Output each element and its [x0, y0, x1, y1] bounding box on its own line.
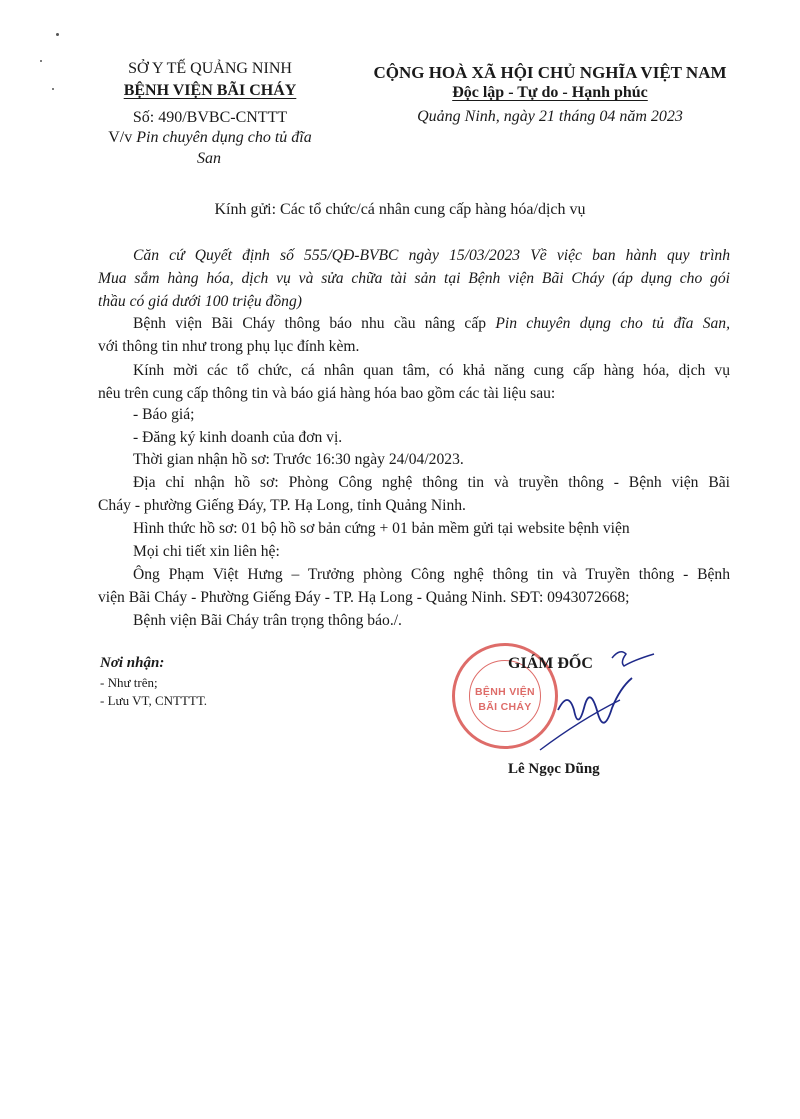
subject-line-1: Pin chuyên dụng cho tủ đĩa — [136, 129, 312, 146]
closing-line: Bệnh viện Bãi Cháy trân trọng thông báo./. — [133, 612, 402, 629]
address-line-1: Địa chỉ nhận hồ sơ: Phòng Công nghệ thông tin và truyền thông - Bệnh viện Bãi — [133, 474, 730, 491]
basis-line-1: Căn cứ Quyết định số 555/QĐ-BVBC ngày 15/03/2023 Về việc ban hành quy trình — [133, 247, 730, 264]
stamp-line-2: BÃI CHÁY — [478, 701, 532, 713]
place-and-date: Quảng Ninh, ngày 21 tháng 04 năm 2023 — [417, 108, 683, 125]
contact-line-1: Ông Phạm Việt Hưng – Trưởng phòng Công nghệ thông tin và Truyền thông - Bệnh — [133, 566, 730, 583]
hospital-name-text: BỆNH VIỆN BÃI CHÁY — [123, 82, 297, 99]
invite-line-1: Kính mời các tổ chức, cá nhân quan tâm, có khả năng cung cấp hàng hóa, dịch vụ — [133, 362, 730, 379]
format-line: Hình thức hồ sơ: 01 bộ hồ sơ bản cứng + 01 bản mềm gửi tại website bệnh viện — [133, 520, 630, 537]
recipients-title: Nơi nhận: — [100, 655, 165, 671]
list-item: - Đăng ký kinh doanh của đơn vị. — [133, 429, 343, 446]
notice-pre: Bệnh viện Bãi Cháy thông báo nhu cầu nâng cấp — [133, 315, 496, 332]
contact-line-2: viện Bãi Cháy - Phường Giếng Đáy - TP. Hạ Long - Quảng Ninh. SĐT: 0943072668; — [98, 589, 630, 606]
nation-title: CỘNG HOÀ XÃ HỘI CHỦ NGHĨA VIỆT NAM — [373, 63, 727, 82]
signature-icon — [480, 640, 680, 780]
required-documents-list — [133, 403, 733, 449]
hospital-name — [100, 82, 320, 100]
recipient-item: - Lưu VT, CNTTTT. — [100, 693, 208, 708]
stamp-line-1: BỆNH VIỆN — [475, 686, 535, 698]
contact-intro: Mọi chi tiết xin liên hệ: — [133, 543, 280, 560]
scan-speck — [52, 88, 54, 90]
motto-text: Độc lập - Tự do - Hạnh phúc — [452, 84, 648, 101]
scan-speck — [40, 60, 42, 62]
invite-line-2: nêu trên cung cấp thông tin và báo giá hàng hóa bao gồm các tài liệu sau: — [98, 385, 556, 402]
motto — [350, 84, 750, 102]
notice-item: Pin chuyên dụng cho tủ đĩa San, — [495, 315, 730, 332]
invitation-paragraph — [98, 359, 730, 405]
recipient-line: Kính gửi: Các tổ chức/cá nhân cung cấp hàng hóa/dịch vụ — [214, 201, 586, 218]
list-item: - Báo giá; — [133, 406, 195, 423]
department-name: SỞ Y TẾ QUẢNG NINH — [128, 60, 292, 77]
scan-speck — [56, 33, 59, 36]
basis-line-2: Mua sắm hàng hóa, dịch vụ và sửa chữa tài sản tại Bệnh viện Bãi Cháy (áp dụng cho gói — [98, 270, 730, 287]
document-number: Số: 490/BVBC-CNTTT — [132, 109, 288, 126]
notice-line-1 — [98, 312, 730, 335]
legal-basis — [98, 244, 730, 313]
contact-paragraph — [98, 563, 730, 609]
signer-name: Lê Ngọc Dũng — [508, 761, 600, 777]
document-subject — [90, 129, 330, 147]
deadline-line: Thời gian nhận hồ sơ: Trước 16:30 ngày 24/04/2023. — [133, 451, 464, 468]
address-paragraph — [98, 471, 730, 517]
notice-line-2: với thông tin như trong phụ lục đính kèm. — [98, 338, 360, 355]
notice-paragraph — [98, 312, 730, 358]
recipient-item: - Như trên; — [100, 675, 158, 690]
subject-prefix: V/v — [108, 129, 137, 146]
subject-line-2: San — [197, 150, 221, 167]
signer-title: GIÁM ĐỐC — [508, 655, 593, 672]
recipients-list — [100, 674, 207, 710]
address-line-2: Cháy - phường Giếng Đáy, TP. Hạ Long, tỉnh Quảng Ninh. — [98, 497, 466, 514]
basis-line-3: thầu có giá dưới 100 triệu đồng) — [98, 293, 302, 310]
